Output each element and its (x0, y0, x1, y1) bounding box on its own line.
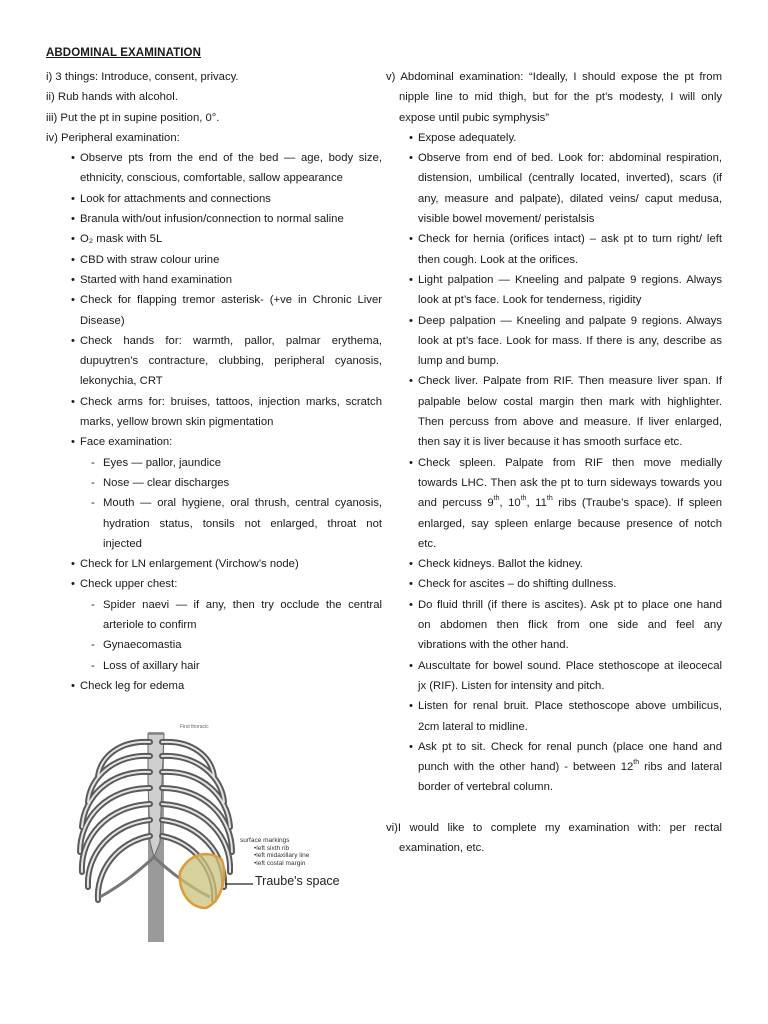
rib-cage-figure (70, 722, 360, 942)
line-text: Check for hernia (orifices intact) – ask pt to turn right/ left (418, 233, 722, 246)
list-item (46, 595, 382, 615)
line-text: look at pt’s face. Look for mass. If there is any, describe as (418, 334, 722, 347)
text-line (386, 676, 722, 696)
line-text: enlarged, say spleen enlarge because presence of notch (418, 517, 722, 530)
line-text: dupuytren’s contracture, clubbing, peripheral cyanosis, (80, 355, 382, 368)
line-text: Check leg for edema (80, 679, 185, 692)
list-item (46, 392, 382, 412)
traubes-space-region (180, 854, 224, 908)
list-item (386, 696, 722, 716)
marking-item: •left costal margin (254, 859, 306, 867)
text-line (46, 371, 382, 391)
surface-markings-list (240, 837, 309, 867)
text-line (386, 777, 722, 797)
line-text: Then percuss from above and measure. If liver enlarged, (418, 416, 722, 429)
bullet-icon: • (71, 152, 75, 165)
list-item (386, 656, 722, 676)
dash-icon: - (91, 639, 95, 652)
line-text: palpable below costal margin then mark with highlighter. (418, 395, 722, 408)
list-item (46, 250, 382, 270)
list-item (46, 290, 382, 310)
line-text: Check liver. Palpate from RIF. Then measure liver span. If (418, 375, 722, 388)
bullet-icon: • (71, 273, 75, 286)
line-text: Deep palpation — Kneeling and palpate 9 regions. Always (418, 314, 722, 327)
text-line (386, 717, 722, 737)
list-item (386, 453, 722, 473)
line-text: on abdomen then flick from one side and feel any (418, 619, 722, 632)
line-text: expose until pubic symphysis” (399, 111, 550, 124)
text-line (386, 757, 722, 777)
line-text: Observe from end of bed. Look for: abdominal respiration, (418, 152, 722, 165)
line-text: towards LHC. Then ask the pt to turn sideways towards you (418, 476, 722, 489)
text-line (386, 108, 722, 128)
list-item (46, 635, 382, 655)
line-text: vi)I would like to complete my examination with: per rectal (386, 821, 722, 834)
line-text: distension, umbilical (centrally located, inverted), scars (if (418, 172, 722, 185)
list-item (386, 371, 722, 391)
text-line (46, 87, 382, 107)
line-text: iii) Put the pt in supine position, 0°. (46, 111, 220, 124)
line-text: and percuss 9th, 10th, 11th ribs (Traube’s space). If spleen (418, 495, 722, 510)
list-item (46, 453, 382, 473)
left-column (46, 67, 382, 696)
list-item (46, 189, 382, 209)
text-line (386, 87, 722, 107)
line-text: then cough. Look at the orifices. (418, 253, 579, 266)
text-line (386, 290, 722, 310)
page-title: ABDOMINAL EXAMINATION (46, 47, 202, 59)
text-line (386, 67, 722, 87)
line-text: then say it is liver because it has smooth surface etc. (418, 436, 683, 449)
line-text: v) Abdominal examination: “Ideally, I should expose the pt from (386, 71, 722, 83)
line-text: Nose — clear discharges (103, 476, 230, 489)
bullet-icon: • (409, 740, 413, 753)
text-line (386, 351, 722, 371)
bullet-icon: • (71, 192, 75, 205)
text-line (386, 432, 722, 452)
text-line (386, 331, 722, 351)
line-text: look at pt’s face. Look for tenderness, rigidity (418, 294, 642, 307)
bullet-icon: • (71, 233, 75, 246)
list-item (46, 574, 382, 594)
line-text: punch with the other hand) - between 12th ribs and lateral (418, 759, 722, 774)
list-item (386, 270, 722, 290)
list-item (386, 148, 722, 168)
text-line (46, 168, 382, 188)
line-text: Check arms for: bruises, tattoos, injection marks, scratch (80, 395, 382, 408)
list-item (46, 473, 382, 493)
text-line (386, 534, 722, 554)
list-item (386, 311, 722, 331)
list-item (386, 574, 722, 594)
bullet-icon: • (409, 314, 413, 327)
first-thoracic-label: First thoracic (180, 724, 209, 730)
line-text: etc. (418, 537, 437, 550)
list-item (386, 229, 722, 249)
line-text: Expose adequately. (418, 131, 517, 144)
text-line (46, 108, 382, 128)
line-text: iv) Peripheral examination: (46, 131, 180, 144)
line-text: Check spleen. Palpate from RIF then move medially (418, 456, 722, 469)
text-line (46, 351, 382, 371)
line-text: vibrations with the other hand. (418, 639, 569, 652)
bullet-icon: • (409, 152, 413, 165)
marking-item: •left midaxillary line (254, 852, 310, 859)
text-line (386, 209, 722, 229)
list-item (46, 270, 382, 290)
bullet-icon: • (409, 598, 413, 611)
bullet-icon: • (409, 456, 413, 469)
text-line (46, 412, 382, 432)
bullet-icon: • (409, 233, 413, 246)
text-line (386, 838, 722, 858)
dash-icon: - (91, 497, 95, 510)
bullet-icon: • (71, 578, 75, 591)
traubes-space-caption: Traube's space (255, 874, 340, 888)
bullet-icon: • (409, 131, 413, 144)
bullet-icon: • (409, 578, 413, 591)
text-line (386, 635, 722, 655)
list-item (386, 128, 722, 148)
blank-line (386, 798, 722, 818)
line-text: Check kidneys. Ballot the kidney. (418, 558, 583, 571)
line-text: O₂ mask with 5L (80, 233, 163, 246)
text-line (46, 128, 382, 148)
line-text: injected (103, 537, 142, 550)
line-text: CBD with straw colour urine (80, 253, 220, 266)
line-text: marks, yellow brown skin pigmentation (80, 416, 274, 429)
dash-icon: - (91, 659, 95, 672)
text-line (46, 514, 382, 534)
text-line (386, 412, 722, 432)
line-text: Observe pts from the end of the bed — age, body size, (80, 152, 382, 165)
line-text: Light palpation — Kneeling and palpate 9 regions. Always (418, 273, 722, 286)
line-text: jx (RIF). Listen for intensity and pitch. (418, 679, 605, 692)
bullet-icon: • (71, 334, 75, 347)
bullet-icon: • (71, 395, 75, 408)
list-item (46, 432, 382, 452)
list-item (386, 554, 722, 574)
line-text: border of vertebral column. (418, 781, 554, 794)
bullet-icon: • (71, 213, 75, 226)
rib-cage-illustration (70, 722, 360, 942)
list-item (386, 595, 722, 615)
line-text: lekonychia, CRT (80, 375, 163, 388)
dash-icon: - (91, 476, 95, 489)
line-text: Check for ascites – do shifting dullness. (418, 578, 617, 591)
text-line (386, 514, 722, 534)
list-item (46, 331, 382, 351)
text-line (386, 189, 722, 209)
line-text: Check for LN enlargement (Virchow’s node) (80, 558, 299, 571)
surface-markings-title: surface markings (240, 837, 290, 844)
line-text: ethnicity, conscious, comfortable, sallow appearance (80, 172, 343, 185)
bullet-icon: • (71, 436, 75, 449)
line-text: Loss of axillary hair (103, 659, 200, 672)
line-text: arteriole to confirm (103, 619, 197, 632)
line-text: Look for attachments and connections (80, 192, 271, 205)
list-item (46, 148, 382, 168)
bullet-icon: • (409, 700, 413, 713)
bullet-icon: • (71, 294, 75, 307)
line-text: lump and bump. (418, 355, 500, 368)
list-item (46, 209, 382, 229)
text-line (386, 473, 722, 493)
line-text: Ask pt to sit. Check for renal punch (place one hand and (418, 740, 722, 753)
line-text: 2cm lateral to midline. (418, 720, 528, 733)
text-line (46, 311, 382, 331)
bullet-icon: • (409, 659, 413, 672)
line-text: Spider naevi — if any, then try occlude the central (103, 598, 382, 611)
text-line (46, 67, 382, 87)
line-text: Eyes — pallor, jaundice (103, 456, 222, 469)
line-text: Disease) (80, 314, 125, 327)
text-line (386, 392, 722, 412)
line-text: Auscultate for bowel sound. Place stethoscope at ileocecal (418, 659, 722, 672)
line-text: ii) Rub hands with alcohol. (46, 91, 178, 104)
line-text: hydration status, tonsils not enlarged, throat not (103, 517, 382, 530)
line-text: Check hands for: warmth, pallor, palmar erythema, (80, 334, 382, 347)
line-text: examination, etc. (399, 842, 485, 855)
list-item (46, 676, 382, 696)
line-text: Listen for renal bruit. Place stethoscope above umbilicus, (418, 700, 722, 713)
list-item (46, 656, 382, 676)
line-text: Started with hand examination (80, 273, 232, 286)
bullet-icon: • (71, 253, 75, 266)
dash-icon: - (91, 456, 95, 469)
line-text: visible bowel movement/ peristalsis (418, 213, 595, 226)
text-line (386, 615, 722, 635)
text-line (46, 615, 382, 635)
line-text: Do fluid thrill (if there is ascites). Ask pt to place one hand (418, 598, 722, 611)
bullet-icon: • (71, 679, 75, 692)
text-line (46, 534, 382, 554)
line-text: Mouth — oral hygiene, oral thrush, central cyanosis, (103, 497, 382, 510)
line-text: Check upper chest: (80, 578, 178, 591)
marking-item: •left sixth rib (254, 844, 290, 852)
list-item (46, 229, 382, 249)
line-text: any, measure and palpate), dilated veins/ caput medusa, (418, 192, 722, 205)
list-item (46, 493, 382, 513)
list-item (386, 737, 722, 757)
line-text: Gynaecomastia (103, 639, 182, 652)
line-text: Check for flapping tremor asterisk- (+ve in Chronic Liver (80, 294, 382, 307)
line-text: Face examination: (80, 436, 173, 449)
list-item (46, 554, 382, 574)
line-text: nipple line to mid thigh, but for the pt’s modesty, I will only (399, 91, 722, 104)
text-line (386, 493, 722, 513)
line-text (386, 798, 722, 818)
dash-icon: - (91, 598, 95, 611)
line-text: i) 3 things: Introduce, consent, privacy. (46, 71, 239, 83)
bullet-icon: • (409, 375, 413, 388)
right-column (386, 67, 722, 859)
text-line (386, 168, 722, 188)
text-line (386, 818, 722, 838)
bullet-icon: • (409, 273, 413, 286)
bullet-icon: • (71, 558, 75, 571)
bullet-icon: • (409, 558, 413, 571)
line-text: Branula with/out infusion/connection to normal saline (80, 213, 344, 226)
text-line (386, 250, 722, 270)
